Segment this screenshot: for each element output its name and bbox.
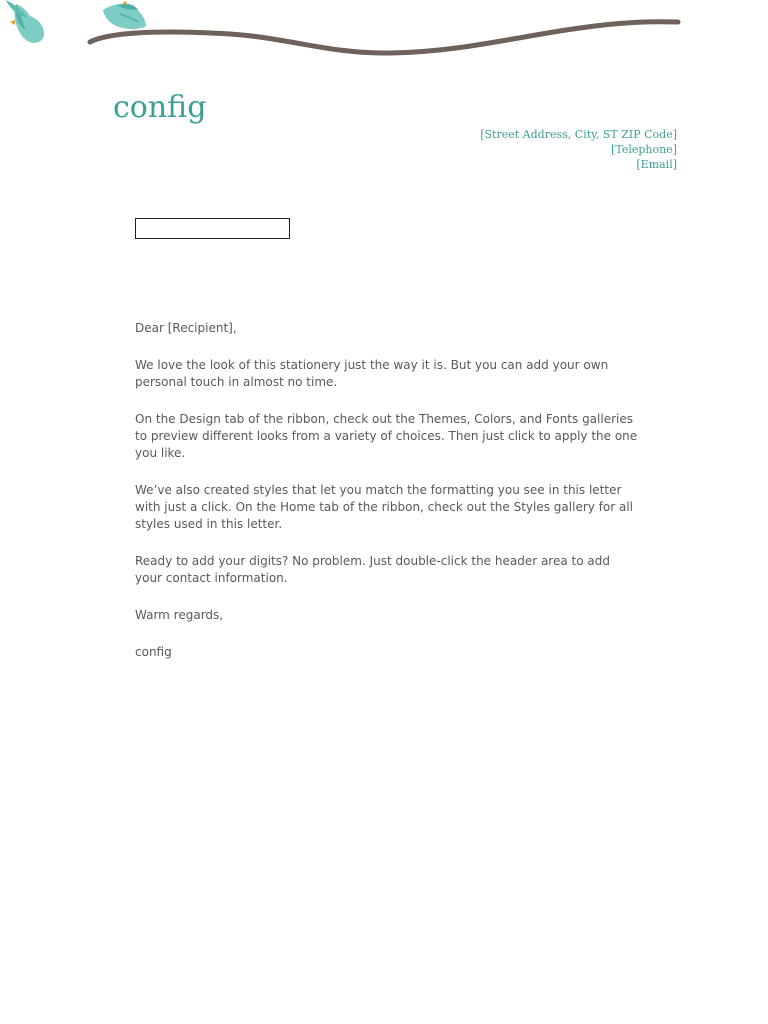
- contact-info: [480, 127, 677, 172]
- letter-paragraph[interactable]: We love the look of this stationery just the way it is. But you can add your own personal touch in almost no time.: [135, 358, 609, 389]
- closing[interactable]: Warm regards,: [135, 608, 224, 622]
- bird-icon: [103, 1, 146, 29]
- contact-address[interactable]: [Street Address, City, ST ZIP Code]: [480, 128, 677, 141]
- salutation[interactable]: Dear [Recipient],: [135, 321, 237, 335]
- letter-paragraph[interactable]: On the Design tab of the ribbon, check out the Themes, Colors, and Fonts galleries to preview different looks from a variety of choices. Then just click to apply the one you like.: [135, 412, 638, 460]
- letter-paragraph[interactable]: We’ve also created styles that let you match the formatting you see in this letter with just a click. On the Home tab of the ribbon, check out the Styles gallery for all styles used in this letter.: [135, 483, 634, 531]
- letter-paragraph[interactable]: Ready to add your digits? No problem. Just double-click the header area to add your contact information.: [135, 554, 610, 585]
- bird-icon: [6, 0, 44, 43]
- signature[interactable]: config: [135, 645, 172, 659]
- date-field[interactable]: [135, 218, 290, 239]
- letter-body: [135, 320, 640, 681]
- branch-icon: [90, 22, 678, 53]
- header-art: [0, 0, 768, 70]
- company-name[interactable]: config: [113, 90, 207, 125]
- contact-email[interactable]: [Email]: [636, 158, 677, 171]
- contact-telephone[interactable]: [Telephone]: [611, 143, 677, 156]
